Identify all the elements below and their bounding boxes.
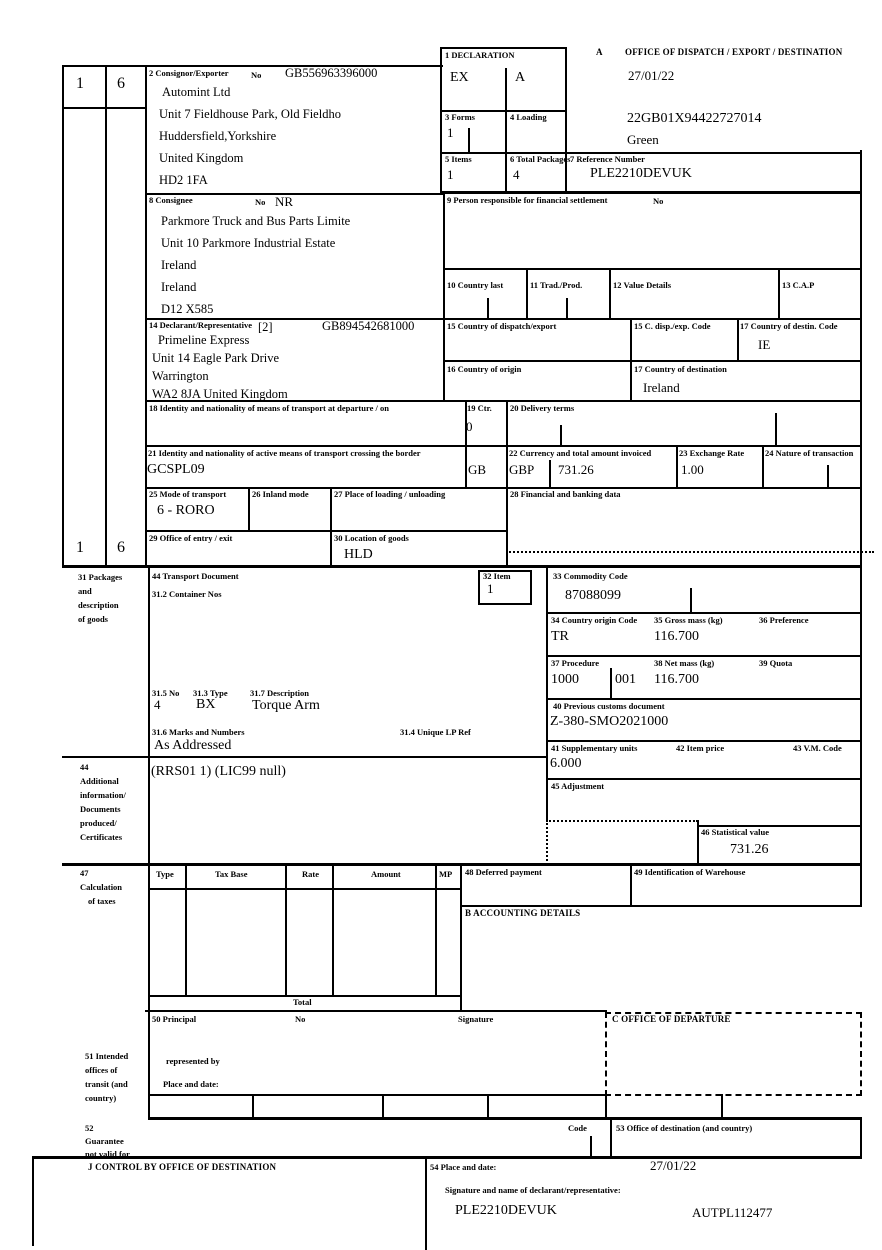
line	[487, 1094, 489, 1119]
box37-value: 1000	[551, 672, 579, 687]
line	[382, 1094, 384, 1119]
box19-value: 0	[466, 419, 473, 434]
box34-value: TR	[551, 629, 569, 644]
line	[526, 268, 528, 320]
copy-number-left-2: 1	[76, 539, 84, 556]
box2-line: Unit 7 Fieldhouse Park, Old Fieldho	[159, 107, 341, 121]
box50-signature-label: Signature	[458, 1014, 494, 1024]
box8-no-label: No	[255, 197, 266, 207]
box28-label: 28 Financial and banking data	[510, 489, 621, 499]
line	[546, 698, 862, 700]
box6-value: 4	[513, 167, 520, 182]
box6-label: 6 Total Packages	[510, 154, 571, 164]
box54-signature-ref: AUTPL112477	[692, 1205, 773, 1220]
line	[62, 65, 64, 567]
box21-value: GCSPL09	[147, 462, 205, 477]
box31-5-label: 31.5 No	[152, 688, 180, 698]
box8-label: 8 Consignee	[149, 195, 193, 205]
box2-line: Huddersfield,Yorkshire	[159, 129, 277, 143]
box31-label: 31 Packages	[78, 572, 123, 582]
box10-label: 10 Country last	[447, 280, 504, 290]
line	[148, 1094, 607, 1096]
box38-value: 116.700	[654, 672, 699, 687]
line	[332, 865, 334, 997]
line	[148, 567, 150, 1119]
box13-label: 13 C.A.P	[782, 280, 815, 290]
field-divider	[610, 668, 612, 700]
box47-label: of taxes	[88, 896, 116, 906]
dashed-line	[605, 1094, 862, 1096]
tax-col-type: Type	[156, 869, 174, 879]
box37-label: 37 Procedure	[551, 658, 600, 668]
box29-label: 29 Office of entry / exit	[149, 533, 233, 543]
line	[62, 65, 443, 67]
line	[546, 655, 862, 657]
box33-value: 87088099	[565, 588, 621, 603]
dotted-line	[546, 820, 548, 865]
box2-no-label: No	[251, 70, 262, 80]
box54-label: 54 Place and date:	[430, 1162, 497, 1172]
box50-represented-label: represented by	[166, 1056, 220, 1066]
line	[443, 360, 862, 362]
box1-declaration-type: EX	[450, 70, 469, 85]
box52-label: 52	[85, 1123, 94, 1133]
box22-currency: GBP	[509, 462, 535, 477]
office-c-label: C OFFICE OF DEPARTURE	[612, 1014, 731, 1024]
tax-total-label: Total	[293, 997, 312, 1007]
box4-label: 4 Loading	[510, 112, 547, 122]
line	[145, 530, 508, 532]
line	[610, 1117, 612, 1158]
box32-label: 32 Item	[483, 571, 511, 581]
line	[443, 193, 445, 402]
box44-label: Additional	[80, 776, 119, 786]
line	[737, 318, 739, 362]
box17a-value: IE	[758, 337, 771, 352]
box16-label: 16 Country of origin	[447, 364, 522, 374]
box14-line: WA2 8JA United Kingdom	[152, 387, 288, 401]
line	[506, 400, 508, 567]
box44-label: 44	[80, 762, 89, 772]
line	[185, 865, 187, 997]
box54-signature-name: PLE2210DEVUK	[455, 1203, 557, 1218]
box31-label: and	[78, 586, 92, 596]
box31-3-label: 31.3 Type	[193, 688, 228, 698]
box3-value: 1	[447, 125, 454, 140]
box1-label: 1 DECLARATION	[445, 50, 515, 60]
box12-label: 12 Value Details	[613, 280, 672, 290]
box23-value: 1.00	[681, 462, 704, 477]
box46-label: 46 Statistical value	[701, 827, 769, 837]
box32-value: 1	[487, 581, 494, 596]
box14-line: Unit 14 Eagle Park Drive	[152, 351, 280, 365]
line	[148, 888, 462, 890]
office-a-mrn: 22GB01X94422727014	[627, 111, 762, 126]
box36-label: 36 Preference	[759, 615, 809, 625]
box27-label: 27 Place of loading / unloading	[334, 489, 446, 499]
line	[145, 318, 862, 320]
control-j-label: J CONTROL BY OFFICE OF DESTINATION	[88, 1162, 277, 1172]
box2-label: 2 Consignor/Exporter	[149, 68, 229, 78]
line	[546, 778, 862, 780]
line	[630, 863, 632, 907]
field-divider	[468, 128, 470, 152]
line	[443, 268, 862, 270]
line	[762, 445, 764, 489]
office-a-label: OFFICE OF DISPATCH / EXPORT / DESTINATION	[625, 47, 843, 57]
box31-3-value: BX	[196, 697, 216, 712]
line	[105, 65, 107, 567]
box33-label: 33 Commodity Code	[553, 571, 628, 581]
box3-label: 3 Forms	[445, 112, 475, 122]
box41-value: 6.000	[550, 756, 582, 771]
line	[330, 487, 332, 567]
box39-label: 39 Quota	[759, 658, 793, 668]
box30-label: 30 Location of goods	[334, 533, 409, 543]
line	[630, 318, 632, 402]
line	[145, 1010, 607, 1012]
box8-line: Parkmore Truck and Bus Parts Limite	[161, 214, 351, 228]
line	[145, 65, 147, 567]
box51-label: 51 Intended	[85, 1051, 129, 1061]
box2-eori: GB556963396000	[285, 66, 378, 80]
box49-label: 49 Identification of Warehouse	[634, 867, 746, 877]
box40-value: Z-380-SMO2021000	[550, 714, 669, 729]
box42-label: 42 Item price	[676, 743, 725, 753]
box21-label: 21 Identity and nationality of active means of transport crossing the border	[148, 448, 421, 458]
box17-value: Ireland	[643, 380, 680, 395]
box17-label: 17 Country of destination	[634, 364, 727, 374]
field-divider	[690, 588, 692, 614]
line	[435, 865, 437, 997]
line	[32, 1156, 862, 1159]
box31-label: of goods	[78, 614, 108, 624]
box7-value: PLE2210DEVUK	[590, 166, 692, 181]
copy-number-right-2: 6	[117, 539, 125, 556]
box22-label: 22 Currency and total amount invoiced	[509, 448, 652, 458]
box1-declaration-addl: A	[515, 70, 526, 85]
line	[248, 487, 250, 532]
dashed-line	[860, 1012, 862, 1096]
box34-label: 34 Country origin Code	[551, 615, 638, 625]
tax-col-taxbase: Tax Base	[215, 869, 248, 879]
line	[609, 268, 611, 320]
dashed-line	[605, 1012, 607, 1096]
box31-6-value: As Addressed	[154, 738, 232, 753]
line	[778, 268, 780, 320]
dotted-line	[546, 820, 698, 822]
box17a-label: 17 Country of destin. Code	[740, 321, 838, 331]
box54-signature-label: Signature and name of declarant/representative:	[445, 1185, 621, 1195]
box9-label: 9 Person responsible for financial settlement	[447, 195, 608, 205]
box20-label: 20 Delivery terms	[510, 403, 575, 413]
box46-value: 731.26	[730, 842, 769, 857]
box50-label: 50 Principal	[152, 1014, 197, 1024]
line	[860, 567, 862, 907]
office-a-route: Green	[627, 132, 659, 147]
box40-label: 40 Previous customs document	[553, 701, 665, 711]
line	[860, 1117, 862, 1158]
accounting-details-label: B ACCOUNTING DETAILS	[465, 908, 581, 918]
box51-label: country)	[85, 1093, 117, 1103]
line	[252, 1094, 254, 1119]
tax-col-amount: Amount	[371, 869, 401, 879]
box31-5-value: 4	[154, 697, 161, 712]
line	[605, 1094, 607, 1119]
line	[62, 756, 548, 758]
box21-nationality: GB	[468, 462, 487, 477]
box31-label: description	[78, 600, 119, 610]
box35-label: 35 Gross mass (kg)	[654, 615, 723, 625]
box7-label: 7 Reference Number	[570, 154, 645, 164]
box48-label: 48 Deferred payment	[465, 867, 542, 877]
line	[565, 47, 567, 193]
line	[546, 567, 548, 822]
box31-4-label: 31.4 Unique LP Ref	[400, 727, 471, 737]
box8-line: D12 X585	[161, 302, 214, 316]
line	[145, 445, 862, 447]
box47-label: 47	[80, 868, 89, 878]
copy-number-left: 1	[76, 75, 84, 92]
box30-value: HLD	[344, 547, 373, 562]
box14-label: 14 Declarant/Representative	[149, 320, 252, 330]
box31-7-value: Torque Arm	[252, 698, 320, 713]
box11-label: 11 Trad./Prod.	[530, 280, 583, 290]
line	[676, 445, 678, 489]
box51-label: transit (and	[85, 1079, 128, 1089]
box15-label: 15 Country of dispatch/export	[447, 321, 557, 331]
box38-label: 38 Net mass (kg)	[654, 658, 715, 668]
box5-label: 5 Items	[445, 154, 472, 164]
line	[440, 191, 862, 194]
line	[465, 400, 467, 489]
field-divider	[549, 460, 551, 489]
box14-line: Warrington	[152, 369, 209, 383]
box2-line: Automint Ltd	[162, 85, 231, 99]
field-divider	[566, 298, 568, 318]
box45-label: 45 Adjustment	[551, 781, 605, 791]
box26-label: 26 Inland mode	[252, 489, 309, 499]
box14-line: Primeline Express	[158, 333, 250, 347]
line	[440, 47, 442, 193]
box50-no-label: No	[295, 1014, 306, 1024]
box37-extension: 001	[615, 672, 636, 687]
box44-label: Certificates	[80, 832, 123, 842]
box8-no: NR	[275, 194, 294, 209]
office-a-date: 27/01/22	[628, 68, 675, 83]
tax-col-rate: Rate	[302, 869, 319, 879]
box31-6-label: 31.6 Marks and Numbers	[152, 727, 245, 737]
box53-label: 53 Office of destination (and country)	[616, 1123, 753, 1133]
office-a-letter: A	[596, 47, 603, 57]
line	[285, 865, 287, 997]
box2-line: HD2 1FA	[159, 173, 208, 187]
line	[440, 152, 862, 154]
box8-line: Unit 10 Parkmore Industrial Estate	[161, 236, 336, 250]
box2-line: United Kingdom	[159, 151, 244, 165]
box14-eori: GB894542681000	[322, 319, 415, 333]
box25-value: 6 - RORO	[157, 503, 215, 518]
line	[460, 863, 462, 1012]
box25-label: 25 Mode of transport	[149, 489, 227, 499]
box15a-label: 15 C. disp./exp. Code	[634, 321, 711, 331]
box43-label: 43 V.M. Code	[793, 743, 842, 753]
box44t-label: 44 Transport Document	[152, 571, 239, 581]
line	[505, 68, 507, 193]
box50-place-date-label: Place and date:	[163, 1079, 219, 1089]
box52-label: Guarantee	[85, 1136, 124, 1146]
box47-label: Calculation	[80, 882, 123, 892]
box52-label: not valid for	[85, 1149, 130, 1159]
box44-label: information/	[80, 790, 126, 800]
line	[860, 150, 862, 567]
line	[62, 863, 862, 866]
box24-label: 24 Nature of transaction	[765, 448, 854, 458]
box23-label: 23 Exchange Rate	[679, 448, 745, 458]
field-divider	[487, 298, 489, 318]
box8-line: Ireland	[161, 258, 197, 272]
box44-label: produced/	[80, 818, 117, 828]
box31-2-label: 31.2 Container Nos	[152, 589, 222, 599]
box52-code-label: Code	[568, 1123, 587, 1133]
box14-code: [2]	[258, 320, 273, 334]
box44-label: Documents	[80, 804, 121, 814]
box19-label: 19 Ctr.	[467, 403, 492, 413]
box5-value: 1	[447, 167, 454, 182]
box22-amount: 731.26	[558, 462, 594, 477]
field-divider	[590, 1136, 592, 1158]
box54-date: 27/01/22	[650, 1158, 697, 1173]
copy-number-right: 6	[117, 75, 125, 92]
dotted-line	[506, 551, 874, 553]
box51-label: offices of	[85, 1065, 118, 1075]
box18-label: 18 Identity and nationality of means of transport at departure / on	[149, 403, 389, 413]
line	[697, 820, 699, 865]
line	[721, 1094, 723, 1119]
box44-value: (RRS01 1) (LIC99 null)	[151, 764, 286, 779]
field-divider	[827, 465, 829, 487]
line	[32, 1156, 34, 1246]
box9-no-label: No	[653, 196, 664, 206]
box31-7-label: 31.7 Description	[250, 688, 310, 698]
box8-line: Ireland	[161, 280, 197, 294]
line	[546, 740, 862, 742]
line	[148, 1117, 862, 1120]
line	[62, 565, 862, 568]
field-divider	[560, 425, 562, 445]
box41-label: 41 Supplementary units	[551, 743, 638, 753]
box35-value: 116.700	[654, 629, 699, 644]
line	[425, 1156, 427, 1250]
line	[440, 47, 567, 49]
line	[546, 612, 862, 614]
tax-col-mp: MP	[439, 869, 453, 879]
line	[460, 905, 862, 907]
field-divider	[775, 413, 777, 445]
